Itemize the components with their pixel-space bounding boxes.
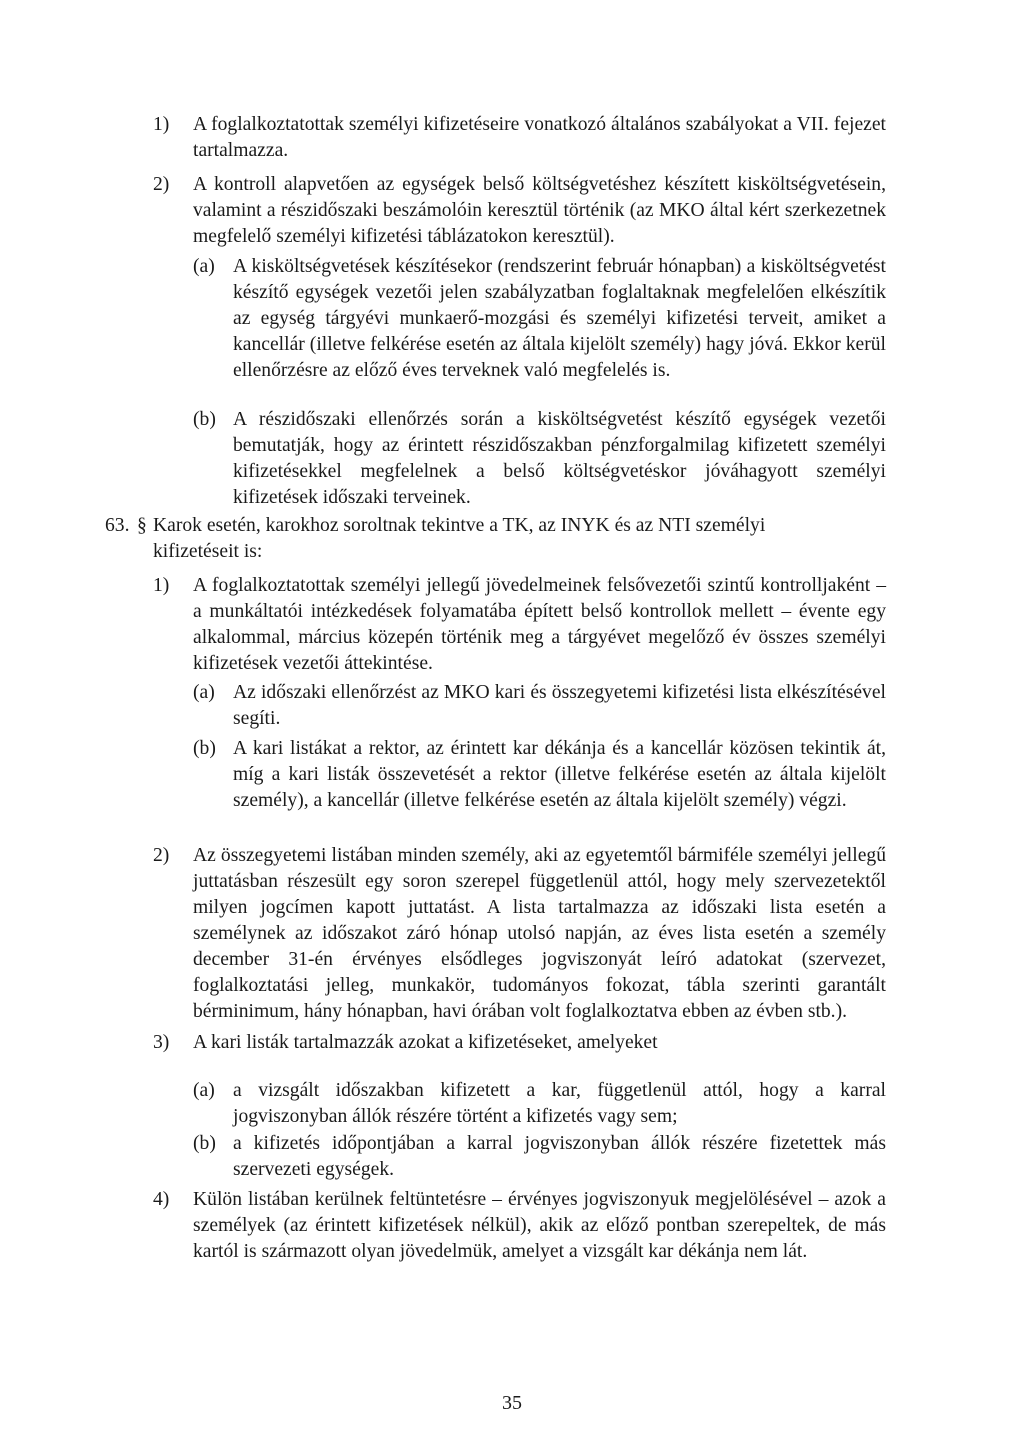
list-marker: 1) xyxy=(153,575,170,596)
sub-list-marker: (b) xyxy=(193,1133,216,1154)
list-marker: 2) xyxy=(153,174,170,195)
list-marker: 2) xyxy=(153,845,170,866)
section-text: Karok esetén, karokhoz soroltnak tekintve a TK, az INYK és az NTI személyi kifizetéseit is: xyxy=(153,515,766,562)
list-marker: 4) xyxy=(153,1189,170,1210)
sub-list-item-text: a vizsgált időszakban kifizetett a kar, függetlenül attól, hogy a karral jogviszonyban állók részére történt a kifizetés vagy sem; xyxy=(233,1080,886,1127)
list-marker: 1) xyxy=(153,114,170,135)
sub-list-marker: (b) xyxy=(193,738,216,759)
list-item-text: A foglalkoztatottak személyi jellegű jövedelmeinek felsővezetői szintű kontrolljaként – a munkáltatói intézkedések folyamatába épített belső kontrollok mellett – évente egy alkalommal, március közepén történik meg a tárgyévet megelőző év összes személyi kifizetések vezetői áttekintése. xyxy=(193,575,886,674)
sub-list-marker: (b) xyxy=(193,409,216,430)
sub-list-item-text: A részidőszaki ellenőrzés során a kisköltségvetést készítő egységek vezetői bemutatják, hogy az érintett részidőszakban pénzforgalmilag kifizetett személyi kifizetésekkel megfelelnek a belső költségvetéskor jóváhagyott személyi kifizetések időszaki terveinek. xyxy=(233,409,886,508)
sub-list-item-text: a kifizetés időpontjában a karral jogviszonyban állók részére fizetettek más szervezeti egységek. xyxy=(233,1133,886,1180)
section-symbol: § xyxy=(137,515,147,536)
sub-list-marker: (a) xyxy=(193,256,215,277)
section-number: 63. xyxy=(105,515,130,536)
sub-list-item-text: A kari listákat a rektor, az érintett kar dékánja és a kancellár közösen tekintik át, míg a kari listák összevetését a rektor (illetve felkérése esetén az általa kijelölt személy), a kancellár (illetve felkérése esetén az általa kijelölt személy) végzi. xyxy=(233,738,886,811)
list-item-text: Külön listában kerülnek feltüntetésre – érvényes jogviszonyuk megjelölésével – azok a személyek (az érintett kifizetések nélkül), akik az előző pontban szerepeltek, de más kartól is származott olyan jövedelmük, amelyet a vizsgált kar dékánja nem lát. xyxy=(193,1189,886,1262)
sub-list-marker: (a) xyxy=(193,682,215,703)
list-marker: 3) xyxy=(153,1032,170,1053)
page-number: 35 xyxy=(502,1392,522,1414)
list-item-text: A foglalkoztatottak személyi kifizetéseire vonatkozó általános szabályokat a VII. fejezet tartalmazza. xyxy=(193,114,886,161)
sub-list-item-text: A kisköltségvetések készítésekor (rendszerint február hónapban) a kisköltségvetést készítő egységek vezetői jelen szabályzatban foglaltaknak megfelelően elkészítik az egység tárgyévi munkaerő-mozgási és személyi kifizetési terveit, amiket a kancellár (illetve felkérése esetén az általa kijelölt személy) hagy jóvá. Ekkor kerül ellenőrzésre az előző éves terveknek való megfelelés is. xyxy=(233,256,886,381)
sub-list-marker: (a) xyxy=(193,1080,215,1101)
list-item-text: A kari listák tartalmazzák azokat a kifizetéseket, amelyeket xyxy=(193,1032,658,1053)
sub-list-item-text: Az időszaki ellenőrzést az MKO kari és összegyetemi kifizetési lista elkészítésével segíti. xyxy=(233,682,886,729)
list-item-text: Az összegyetemi listában minden személy, aki az egyetemtől bármiféle személyi jellegű juttatásban részesült egy soron szerepel függetlenül attól, hogy mely szervezetektől milyen jogcímen kapott juttatást. A lista tartalmazza az időszaki lista esetén a személynek az időszakot záró hónap utolsó napján, az éves lista esetén a személy december 31-én érvényes elsődleges jogviszonyát leíró adatokat (szervezet, foglalkoztatási jelleg, munkakör, tudományos fokozat, tábla szerinti garantált bérminimum, hány hónapban, havi órában volt foglalkoztatva ebben az évben stb.). xyxy=(193,845,886,1022)
list-item-text: A kontroll alapvetően az egységek belső költségvetéshez készített kisköltségvetésein, valamint a részidőszaki beszámolóin keresztül történik (az MKO által kért szerkezetnek megfelelő személyi kifizetési táblázatokon keresztül). xyxy=(193,174,886,247)
